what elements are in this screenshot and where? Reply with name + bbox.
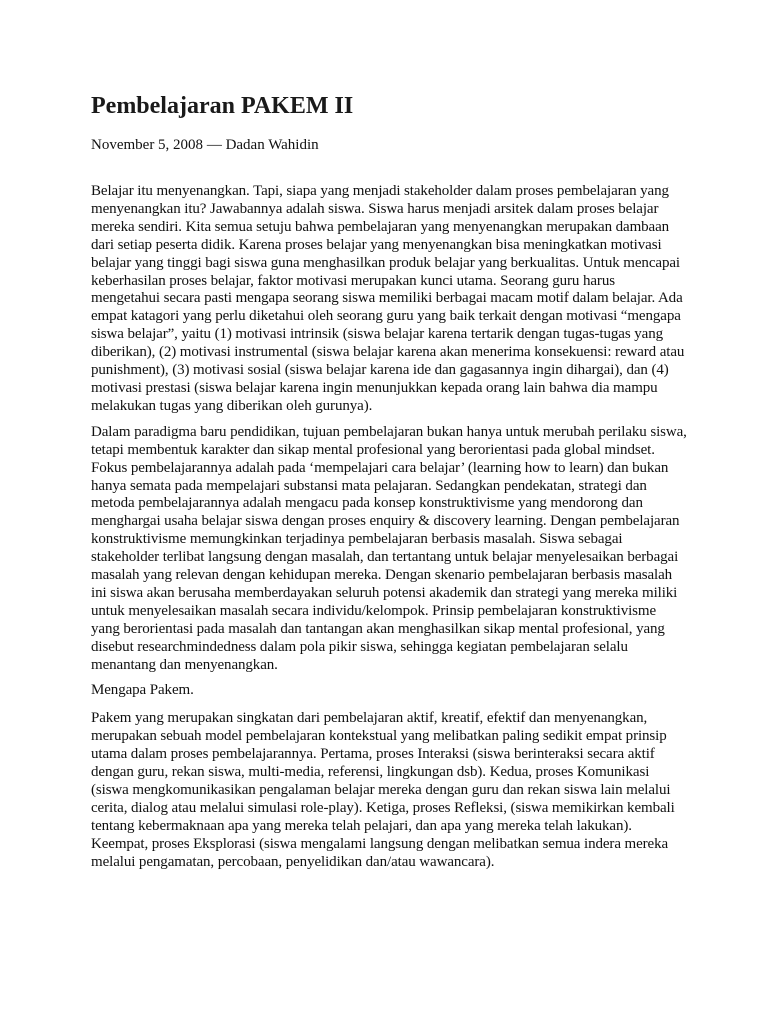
article-title: Pembelajaran PAKEM II	[91, 93, 354, 119]
article-body	[91, 183, 687, 872]
post-date: November 5, 2008	[91, 137, 204, 153]
paragraph-pakem: Pakem yang merupakan singkatan dari pembelajaran aktif, kreatif, efektif dan menyenangkan, merupakan sebuah model pembelajaran kontekstual yang melibatkan paling sedikit empat prinsip utama dalam proses pembelajarannya. Pertama, proses Interaksi (siswa berinteraksi secara aktif dengan guru, rekan siswa, multi-media, referensi, lingkungan dsb). Kedua, proses Komunikasi (siswa mengkomunikasikan pengalaman belajar mereka dengan guru dan rekan siswa lain melalui cerita, dialog atau melalui simulasi role-play). Ketiga, proses Refleksi, (siswa memikirkan kembali tentang kebermaknaan apa yang mereka telah pelajari, dan apa yang mereka telah lakukan). Keempat, proses Eksplorasi (siswa mengalami langsung dengan melibatkan semua indera mereka melalui pengamatan, percobaan, penyelidikan dan/atau wawancara).	[91, 710, 675, 870]
meta-separator: —	[206, 137, 222, 153]
article-meta	[91, 136, 687, 155]
section-heading-mengapa-pakem: Mengapa Pakem.	[91, 682, 194, 699]
paragraph-intro: Belajar itu menyenangkan. Tapi, siapa yang menjadi stakeholder dalam proses pembelajaran yang menyenangkan itu? Jawabannya adalah siswa. Siswa harus menjadi arsitek dalam proses belajar mereka sendiri. Kita semua setuju bahwa pembelajaran yang menyenangkan merupakan dambaan dari setiap peserta didik. Karena proses belajar yang menyenangkan bisa meningkatkan motivasi belajar yang tinggi bagi siswa guna menghasilkan produk belajar yang berkualitas. Untuk mencapai keberhasilan proses belajar, faktor motivasi merupakan kunci utama. Seorang guru harus mengetahui secara pasti mengapa seorang siswa memiliki berbagai macam motif dalam belajar. Ada empat katagori yang perlu diketahui oleh seorang guru yang baik terkait dengan motivasi “mengapa siswa belajar”, yaitu (1) motivasi intrinsik (siswa belajar karena tertarik dengan tugas-tugas yang diberikan), (2) motivasi instrumental (siswa belajar karena akan menerima konsekuensi: reward atau punishment), (3) motivasi sosial (siswa belajar karena ide dan gagasannya ingin dihargai), dan (4) motivasi prestasi (siswa belajar karena ingin menunjukkan kepada orang lain bahwa dia mampu melakukan tugas yang diberikan oleh gurunya).	[91, 183, 685, 414]
post-author: Dadan Wahidin	[225, 137, 319, 153]
article	[91, 88, 687, 880]
paragraph-paradigm: Dalam paradigma baru pendidikan, tujuan pembelajaran bukan hanya untuk merubah perilaku siswa, tetapi membentuk karakter dan sikap mental profesional yang berorientasi pada global mindset. Fokus pembelajarannya adalah pada ‘mempelajari cara belajar’ (learning how to learn) dan bukan hanya semata pada mempelajari substansi mata pelajaran. Sedangkan pendekatan, strategi dan metoda pembelajarannya adalah mengacu pada konsep konstruktivisme yang mendorong dan menghargai usaha belajar siswa dengan proses enquiry & discovery learning. Dengan pembelajaran konstruktivisme memungkinkan terjadinya pembelajaran berbasis masalah. Siswa sebagai stakeholder terlibat langsung dengan masalah, dan tertantang untuk belajar menyelesaikan berbagai masalah yang relevan dengan kehidupan mereka. Dengan skenario pembelajaran berbasis masalah ini siswa akan berusaha memberdayakan seluruh potensi akademik dan strategi yang mereka miliki untuk menyelesaikan masalah secara individu/kelompok. Prinsip pembelajaran konstruktivisme yang berorientasi pada masalah dan tantangan akan menghasilkan sikap mental profesional, yang disebut researchmindedness dalam pola pikir siswa, sehingga kegiatan pembelajaran selalu menantang dan menyenangkan.	[91, 423, 687, 673]
